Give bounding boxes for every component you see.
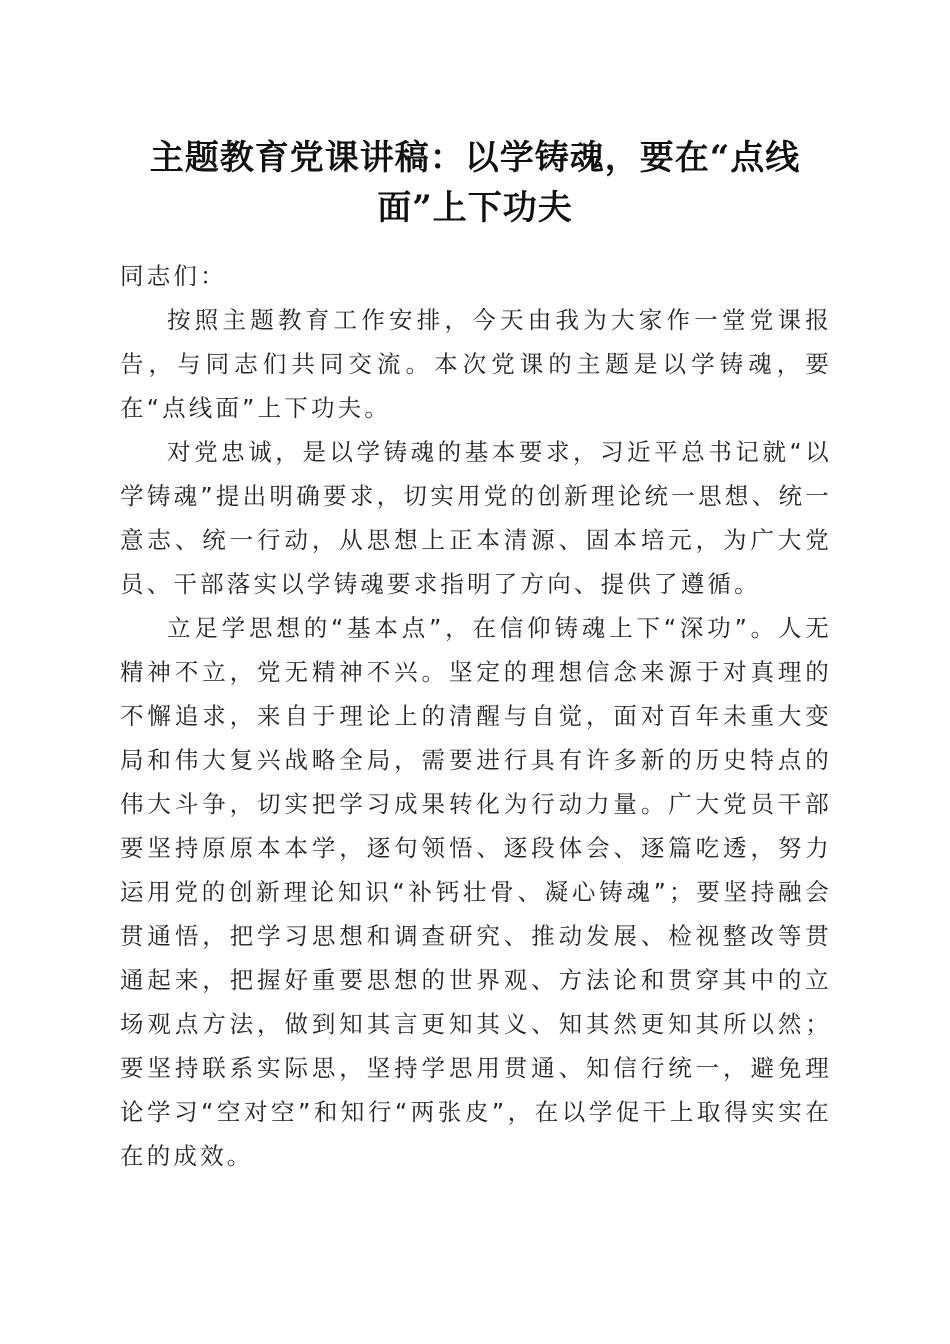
paragraph-basic-point: 立足学思想的“基本点”，在信仰铸魂上下“深功”。人无精神不立，党无精神不兴。坚定的理想信念来源于对真理的不懈追求，来自于理论上的清醒与自觉，面对百年未重大变局和伟大复兴战略全局，需要进行具有许多新的历史特点的伟大斗争，切实把学习成果转化为行动力量。广大党员干部要坚持原原本本学，逐句领悟、逐段体会、逐篇吃透，努力运用党的创新理论知识“补钙壮骨、凝心铸魂”；要坚持融会贯通悟，把学习思想和调查研究、推动发展、检视整改等贯通起来，把握好重要思想的世界观、方法论和贯穿其中的立场观点方法，做到知其言更知其义、知其然更知其所以然；要坚持联系实际思，坚持学思用贯通、知信行统一，避免理论学习“空对空”和知行“两张皮”，在以学促干上取得实实在在的成效。 [120,614,832,1170]
document-title: 主题教育党课讲稿：以学铸魂，要在“点线面”上下功夫 [149,138,801,228]
salutation: 同志们： [120,262,227,290]
paragraph-loyalty: 对党忠诚，是以学铸魂的基本要求，习近平总书记就“以学铸魂”提出明确要求，切实用党的创新理论统一思想、统一意志、统一行动，从思想上正本清源、固本培元，为广大党员、干部落实以学铸魂要求指明了方向、提供了遵循。 [120,438,832,598]
document-body [120,254,832,1178]
paragraph-intro: 按照主题教育工作安排，今天由我为大家作一堂党课报告，与同志们共同交流。本次党课的主题是以学铸魂，要在“点线面”上下功夫。 [120,306,832,422]
